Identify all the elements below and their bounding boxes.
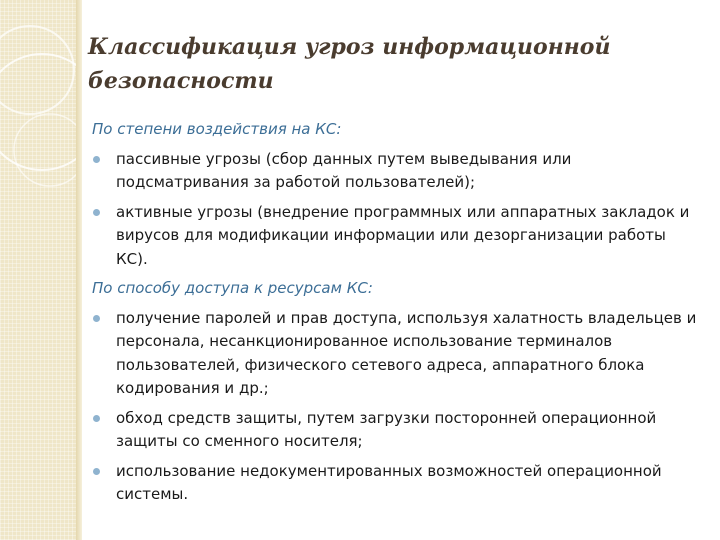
list-item [92, 307, 697, 401]
list-item-text: получение паролей и прав доступа, используя халатность владельцев и персонала, несанкционированное использование терминалов пользователей, физического сетевого адреса, аппаратного блока кодирования и др.; [116, 308, 697, 397]
side-band-edge [76, 0, 82, 540]
section-heading-access: По способу доступа к ресурсам КС: [92, 279, 373, 297]
list-item [92, 407, 697, 454]
decorative-circles-graphic [0, 0, 76, 540]
list-item [92, 201, 697, 272]
bullet-icon [93, 209, 100, 216]
list-item [92, 148, 697, 195]
list-item [92, 460, 697, 507]
access-threats-list [92, 307, 697, 507]
list-item-text: активные угрозы (внедрение программных или аппаратных закладок и вирусов для модификации информации или дезорганизации работы КС). [116, 202, 690, 268]
impact-threats-list [92, 148, 697, 272]
decorative-side-band [0, 0, 76, 540]
bullet-icon [93, 315, 100, 322]
bullet-icon [93, 156, 100, 163]
list-item-text: обход средств защиты, путем загрузки посторонней операционной защиты со сменного носителя; [116, 408, 657, 450]
list-item-text: пассивные угрозы (сбор данных путем выведывания или подсматривания за работой пользователей); [116, 149, 572, 191]
slide-content [92, 118, 697, 513]
bullet-icon [93, 468, 100, 475]
section-heading-impact: По степени воздействия на КС: [92, 120, 342, 138]
list-item-text: использование недокументированных возможностей операционной системы. [116, 461, 662, 503]
bullet-icon [93, 415, 100, 422]
slide-title: Классификация угроз информационной безопасности [88, 34, 611, 94]
